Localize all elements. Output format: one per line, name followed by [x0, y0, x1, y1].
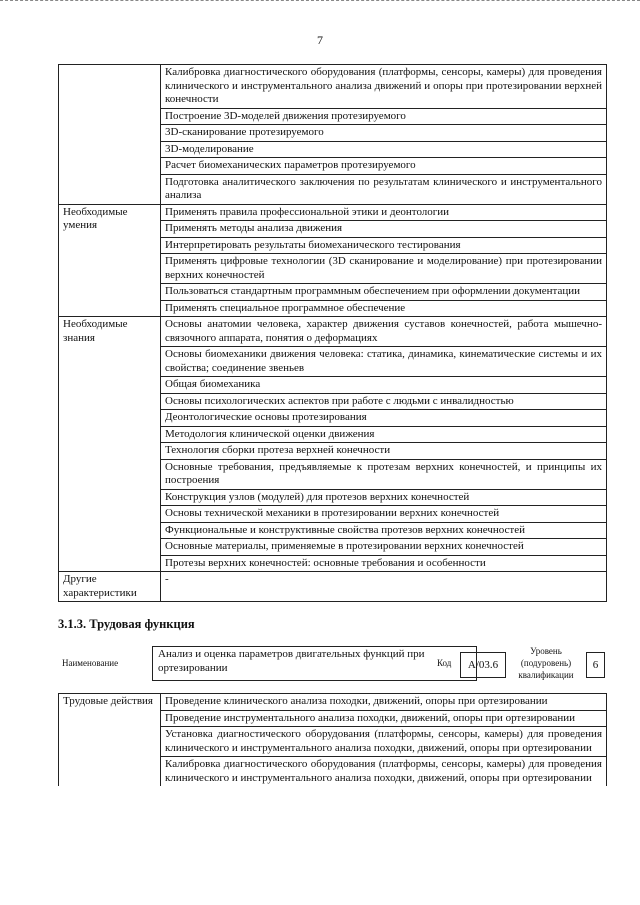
table-cell: Применять специальное программное обеспечение	[161, 300, 607, 317]
actions-table	[58, 693, 607, 786]
page-number: 7	[317, 33, 323, 47]
function-code: А/03.6	[460, 652, 506, 678]
table-cell: Технология сборки протеза верхней конечности	[161, 443, 607, 460]
table-cell: 3D-сканирование протезируемого	[161, 125, 607, 142]
table-cell: Пользоваться стандартным программным обеспечением при оформлении документации	[161, 284, 607, 301]
table-cell: Построение 3D-моделей движения протезируемого	[161, 108, 607, 125]
table-cell: Основы психологических аспектов при работе с людьми с инвалидностью	[161, 393, 607, 410]
table-cell: Методология клинической оценки движения	[161, 426, 607, 443]
table-row	[59, 694, 607, 711]
function-header	[58, 643, 607, 687]
row-label	[59, 65, 161, 205]
table-cell: Основные требования, предъявляемые к протезам верхних конечностей, и принципы их построения	[161, 459, 607, 489]
table-cell: Протезы верхних конечностей: основные требования и особенности	[161, 555, 607, 572]
table-row	[59, 317, 607, 347]
row-label-knowledge: Необходимые знания	[59, 317, 161, 572]
table-row	[59, 572, 607, 602]
name-label: Наименование	[62, 658, 119, 668]
table-cell: 3D-моделирование	[161, 141, 607, 158]
top-dashed-rule	[0, 0, 640, 2]
table-cell: Подготовка аналитического заключения по результатам клинического и инструментального анализа	[161, 174, 607, 204]
requirements-table	[58, 64, 607, 602]
table-cell: Расчет биомеханических параметров протезируемого	[161, 158, 607, 175]
code-label: Код	[437, 658, 452, 668]
table-cell: Калибровка диагностического оборудования (платформы, сенсоры, камеры) для проведения клинического и инструментального анализа движений и опоры при протезировании верхней конечности	[161, 65, 607, 109]
table-cell: Функциональные и конструктивные свойства протезов верхних конечностей	[161, 522, 607, 539]
table-cell: -	[161, 572, 607, 602]
level-label: Уровень (подуровень) квалификации	[518, 646, 574, 680]
table-cell: Основные материалы, применяемые в протезировании верхних конечностей	[161, 539, 607, 556]
table-cell: Применять цифровые технологии (3D сканирование и моделирование) при протезировании верхних конечностей	[161, 254, 607, 284]
table-cell: Проведение клинического анализа походки, движений, опоры при ортезировании	[161, 694, 607, 711]
table-cell: Установка диагностического оборудования (платформы, сенсоры, камеры) для проведения клинического и инструментального анализа походки, движений, опоры при ортезировании	[161, 727, 607, 757]
table-cell: Деонтологические основы протезирования	[161, 410, 607, 427]
qualification-level: 6	[586, 652, 605, 678]
table-cell: Проведение инструментального анализа походки, движений, опоры при ортезировании	[161, 710, 607, 727]
row-label-skills: Необходимые умения	[59, 204, 161, 317]
table-cell: Основы биомеханики движения человека: статика, динамика, кинематические системы и их свойства; соединение звеньев	[161, 347, 607, 377]
table-cell: Основы технической механики в протезировании верхних конечностей	[161, 506, 607, 523]
table-cell: Применять методы анализа движения	[161, 221, 607, 238]
table-cell: Интерпретировать результаты биомеханического тестирования	[161, 237, 607, 254]
table-row	[59, 204, 607, 221]
table-cell: Основы анатомии человека, характер движения суставов конечностей, работа мышечно-связочного аппарата, понятия о деформациях	[161, 317, 607, 347]
function-name: Анализ и оценка параметров двигательных функций при ортезировании	[152, 646, 477, 681]
table-cell: Калибровка диагностического оборудования (платформы, сенсоры, камеры) для проведения клинического и инструментального анализа походки, движений, опоры при ортезировании	[161, 757, 607, 787]
section-title: 3.1.3. Трудовая функция	[58, 617, 195, 631]
table-row	[59, 65, 607, 109]
table-cell: Общая биомеханика	[161, 377, 607, 394]
table-cell: Конструкция узлов (модулей) для протезов верхних конечностей	[161, 489, 607, 506]
row-label-actions: Трудовые действия	[59, 694, 161, 787]
table-cell: Применять правила профессиональной этики и деонтологии	[161, 204, 607, 221]
row-label-other: Другие характеристики	[59, 572, 161, 602]
